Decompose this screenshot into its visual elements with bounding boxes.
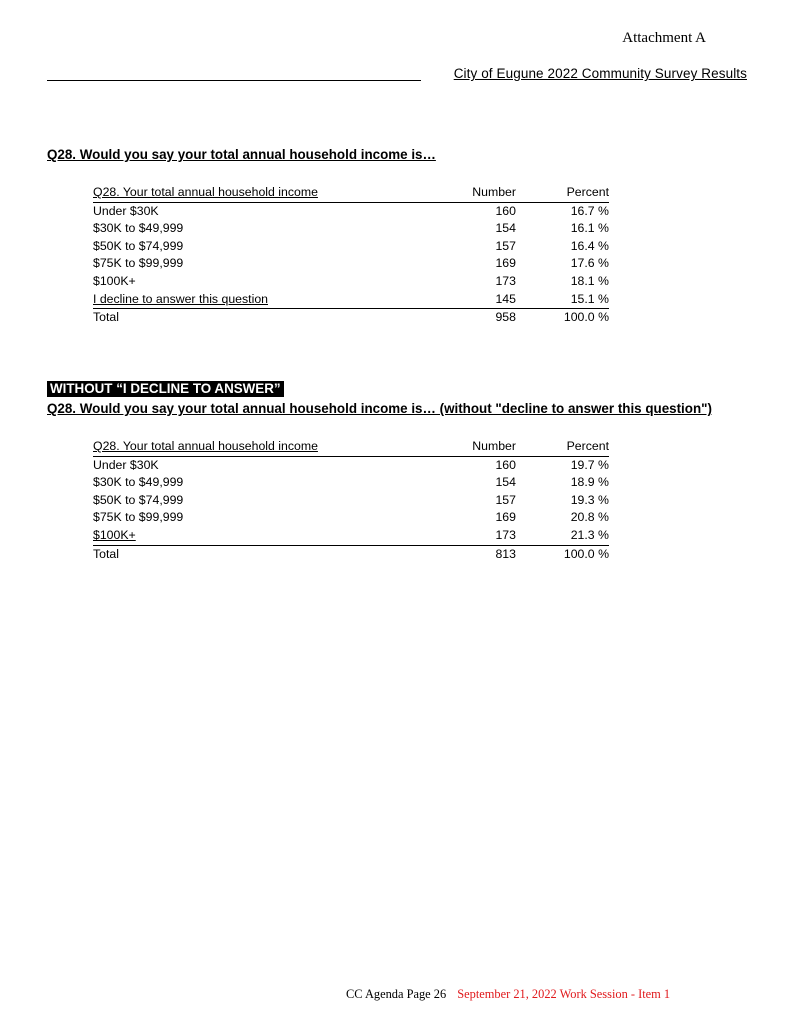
total-row: [93, 545, 609, 563]
column-header-percent: Percent: [516, 184, 609, 202]
row-label: $50K to $74,999: [93, 492, 184, 507]
row-number: 154: [495, 221, 516, 236]
row-label: Under $30K: [93, 457, 159, 472]
row-percent: 18.1 %: [570, 273, 609, 288]
agenda-page-label: CC Agenda Page 26: [346, 987, 447, 1001]
row-percent: 15.1 %: [516, 291, 609, 309]
q28-income-table: [93, 184, 609, 327]
total-number: 813: [495, 546, 516, 561]
table-row: [93, 492, 609, 510]
row-percent: 18.9 %: [570, 475, 609, 490]
table-row: [93, 456, 609, 474]
report-title: City of Eugune 2022 Community Survey Results: [453, 66, 747, 81]
row-percent: 17.6 %: [570, 256, 609, 271]
row-percent: 16.7 %: [570, 203, 609, 218]
row-percent: 21.3 %: [516, 527, 609, 545]
total-percent: 100.0 %: [563, 546, 609, 561]
table-header-row: [93, 438, 609, 456]
table-row: [93, 291, 609, 309]
row-number: 169: [495, 510, 516, 525]
page-footer: [346, 987, 670, 1002]
table-row: [93, 509, 609, 527]
row-percent: 19.7 %: [570, 457, 609, 472]
row-label: Under $30K: [93, 203, 159, 218]
row-percent: 16.1 %: [570, 221, 609, 236]
row-number: 157: [495, 492, 516, 507]
row-percent: 20.8 %: [570, 510, 609, 525]
q28-without-decline-title: Q28. Would you say your total annual household income is… (without "decline to answer this question"): [47, 401, 712, 416]
row-percent: 16.4 %: [570, 238, 609, 253]
row-label: I decline to answer this question: [93, 291, 430, 309]
total-number: 958: [495, 310, 516, 325]
row-label: $75K to $99,999: [93, 510, 184, 525]
q28-title: Q28. Would you say your total annual household income is…: [47, 147, 436, 162]
table-header-row: [93, 184, 609, 202]
table-row: [93, 273, 609, 291]
header-rule: [47, 80, 421, 81]
without-decline-badge: WITHOUT “I DECLINE TO ANSWER”: [47, 381, 284, 397]
column-header-number: Number: [430, 184, 516, 202]
attachment-label: Attachment A: [622, 30, 706, 46]
row-number: 160: [495, 457, 516, 472]
row-number: 160: [495, 203, 516, 218]
q28-income-table-without-decline: [93, 438, 609, 563]
row-number: 173: [430, 527, 516, 545]
row-number: 157: [495, 238, 516, 253]
row-label: $100K+: [93, 527, 430, 545]
total-label: Total: [93, 546, 119, 561]
column-header-number: Number: [430, 438, 516, 456]
row-label: $30K to $49,999: [93, 221, 184, 236]
row-label: $50K to $74,999: [93, 238, 184, 253]
table-row: [93, 474, 609, 492]
table-row: [93, 202, 609, 220]
work-session-label: September 21, 2022 Work Session - Item 1: [457, 987, 671, 1001]
row-label: $100K+: [93, 273, 136, 288]
table-row: [93, 220, 609, 238]
table-row: [93, 527, 609, 545]
row-number: 173: [495, 273, 516, 288]
column-header-category: Q28. Your total annual household income: [93, 184, 430, 202]
total-label: Total: [93, 310, 119, 325]
row-label: $30K to $49,999: [93, 475, 184, 490]
table-row: [93, 238, 609, 256]
total-percent: 100.0 %: [563, 310, 609, 325]
column-header-percent: Percent: [516, 438, 609, 456]
row-number: 145: [430, 291, 516, 309]
table-row: [93, 255, 609, 273]
column-header-category: Q28. Your total annual household income: [93, 438, 430, 456]
row-number: 169: [495, 256, 516, 271]
total-row: [93, 309, 609, 327]
row-percent: 19.3 %: [570, 492, 609, 507]
row-number: 154: [495, 475, 516, 490]
row-label: $75K to $99,999: [93, 256, 184, 271]
